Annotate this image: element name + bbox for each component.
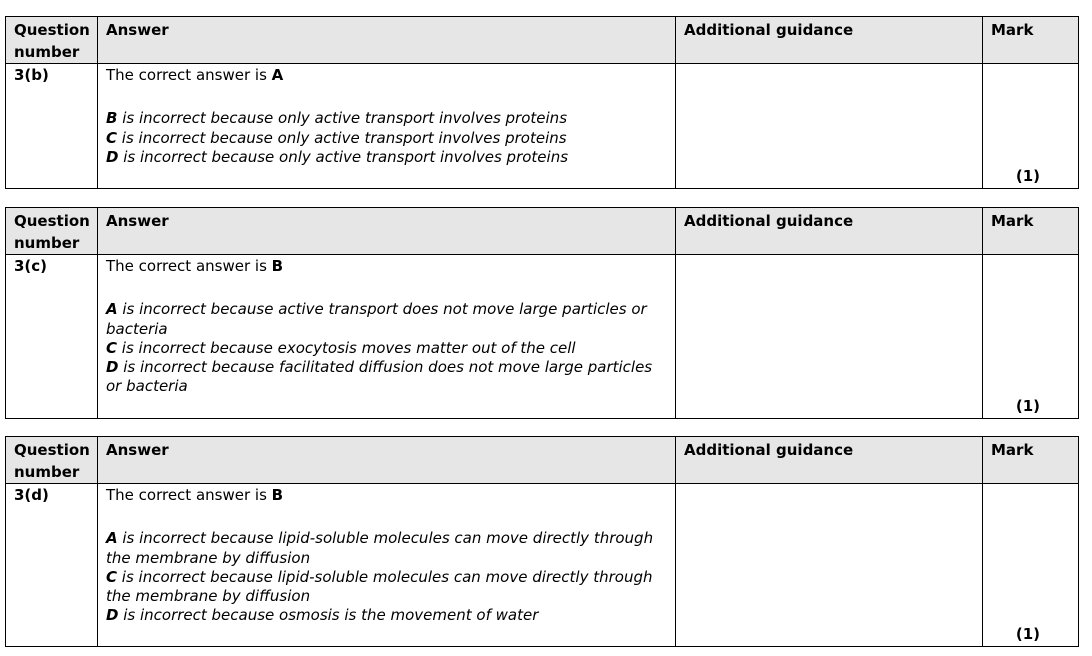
header-mark: Mark — [983, 17, 1079, 64]
header-additional-guidance: Additional guidance — [676, 17, 983, 64]
incorrect-reason: D is incorrect because facilitated diffusion does not move large particles or bacteria — [106, 358, 653, 396]
table-header-row — [6, 17, 1079, 64]
incorrect-reason: B is incorrect because only active transport involves proteins — [106, 109, 568, 128]
correct-answer-line: The correct answer is B — [106, 257, 284, 275]
answer-cell — [98, 484, 676, 647]
correct-answer-line: The correct answer is A — [106, 66, 284, 84]
header-mark: Mark — [983, 208, 1079, 255]
guidance-cell — [676, 255, 983, 419]
correct-letter: A — [271, 66, 284, 84]
table-row — [6, 255, 1079, 419]
header-answer: Answer — [98, 208, 676, 255]
table-row — [6, 64, 1079, 189]
mark-scheme-table-3c — [5, 207, 1079, 419]
mark-cell — [983, 255, 1079, 419]
mark-scheme-table-3b — [5, 16, 1079, 189]
header-answer: Answer — [98, 437, 676, 484]
header-question-number: Question number — [6, 17, 98, 64]
incorrect-reason: C is incorrect because only active transport involves proteins — [106, 128, 567, 147]
correct-letter: B — [271, 486, 284, 504]
mark-cell — [983, 484, 1079, 647]
answer-cell — [98, 255, 676, 419]
incorrect-reason: C is incorrect because lipid-soluble molecules can move directly through the membrane by diffusion — [106, 567, 653, 606]
header-mark: Mark — [983, 437, 1079, 484]
table-header-row — [6, 437, 1079, 484]
answer-cell — [98, 64, 676, 189]
correct-answer-line: The correct answer is B — [106, 486, 284, 504]
header-additional-guidance: Additional guidance — [676, 437, 983, 484]
incorrect-reason: A is incorrect because lipid-soluble molecules can move directly through the membrane by diffusion — [106, 529, 654, 567]
table-header-row — [6, 208, 1079, 255]
mark-cell — [983, 64, 1079, 189]
header-answer: Answer — [98, 17, 676, 64]
incorrect-reason: C is incorrect because exocytosis moves matter out of the cell — [106, 338, 576, 357]
guidance-cell — [676, 484, 983, 647]
header-question-number: Question number — [6, 437, 98, 484]
question-number: 3(c) — [6, 255, 98, 419]
guidance-cell — [676, 64, 983, 189]
mark-scheme-table-3d — [5, 436, 1079, 647]
header-additional-guidance: Additional guidance — [676, 208, 983, 255]
table-row — [6, 484, 1079, 647]
incorrect-reason: D is incorrect because only active transport involves proteins — [106, 147, 569, 166]
question-number: 3(b) — [6, 64, 98, 189]
incorrect-reason: A is incorrect because active transport does not move large particles or bacteria — [106, 300, 647, 338]
mark-value: (1) — [1015, 397, 1040, 415]
mark-value: (1) — [1015, 625, 1040, 643]
correct-letter: B — [271, 257, 284, 275]
incorrect-reason: D is incorrect because osmosis is the movement of water — [106, 606, 539, 625]
header-question-number: Question number — [6, 208, 98, 255]
question-number: 3(d) — [6, 484, 98, 647]
mark-value: (1) — [1015, 167, 1040, 185]
